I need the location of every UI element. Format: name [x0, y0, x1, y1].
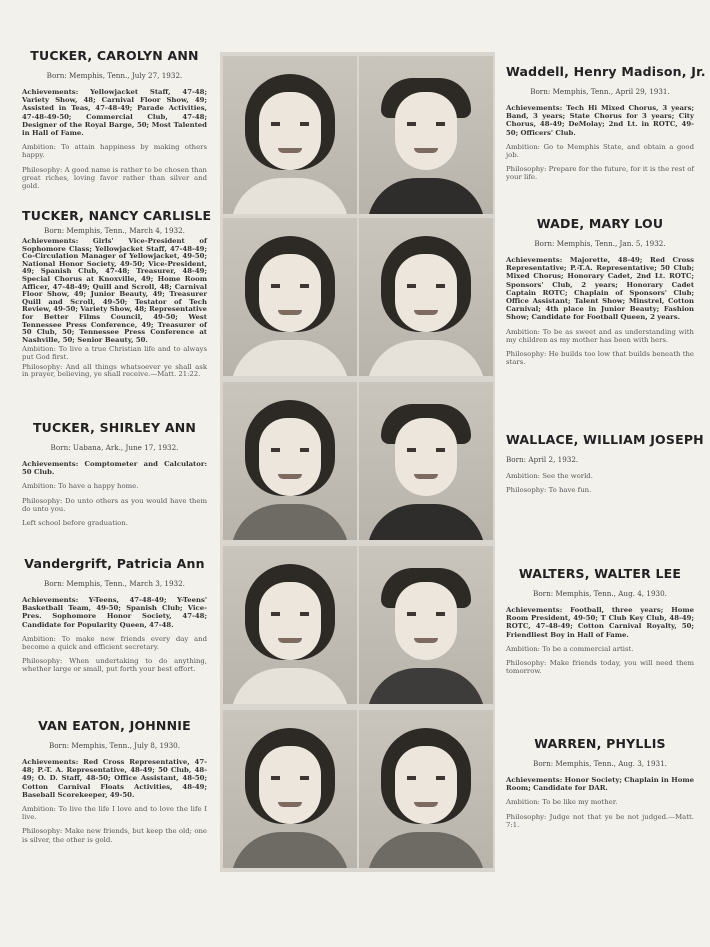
achievements: Achievements: Football, three years; Home Room President, 49-50; T Club Key Club, 48-49; ROTC, 47-48-49; Cotton Carnival Royalty, 50; Friendliest Boy in Hall of Fame.: [506, 606, 694, 639]
philosophy: Philosophy: Prepare for the future, for it is the rest of your life.: [506, 165, 694, 182]
student-name: WALLACE, WILLIAM JOSEPH: [506, 432, 704, 447]
portrait-wallace-william: [359, 382, 493, 540]
student-name: TUCKER, SHIRLEY ANN: [32, 420, 197, 435]
ambition: Ambition: See the world.: [506, 472, 593, 480]
senior-entry-van-eaton: [22, 718, 207, 850]
portrait-van-eaton-johnnie: [223, 710, 357, 868]
portrait-walters-walter: [359, 546, 493, 704]
senior-entry-waddell: [506, 64, 706, 188]
senior-entry-warren: [506, 736, 694, 835]
philosophy: Philosophy: When undertaking to do anything, whether large or small, put forth your best effort.: [22, 657, 207, 674]
philosophy: Philosophy: Do unto others as you would have them do unto you.: [22, 496, 207, 513]
student-name: Vandergrift, Patricia Ann: [24, 556, 205, 571]
philosophy: Philosophy: He builds too low that builds beneath the stars.: [506, 350, 694, 367]
student-name: TUCKER, CAROLYN ANN: [30, 48, 199, 63]
portrait-warren-phyllis: [359, 710, 493, 868]
birth-info: Born: Memphis, Tenn., July 27, 1932.: [46, 71, 183, 80]
portrait-wade-mary-lou: [359, 218, 493, 376]
ambition: Ambition: To have a happy home.: [22, 482, 139, 491]
photo-grid: [220, 52, 495, 872]
student-name: VAN EATON, JOHNNIE: [38, 718, 191, 733]
senior-entry-walters: [506, 566, 694, 681]
birth-info: Born: Memphis, Tenn., Aug. 3, 1931.: [533, 759, 667, 768]
achievements: Achievements: Majorette, 48-49; Red Cross Representative; P.-T.A. Representative; 50 Club; Mixed Chorus; Honorary Cadet, 2nd Lt. ROTC; Sponsors' Club, 2 years; Honorary Cadet Captain ROTC; Chaplain of Sponsors' Club; Office Assistant; Talent Show; Minstrel, Cotton Carnival; 4th place in Junior Beauty; Fashion Show; Candidate for Football Queen, 2 years.: [506, 256, 694, 322]
senior-entry-wade: [506, 216, 694, 372]
senior-entry-tucker-nancy: [22, 208, 212, 381]
student-name: WALTERS, WALTER LEE: [518, 566, 682, 581]
achievements: Achievements: Yellowjacket Staff, 47-48; Variety Show, 48; Carnival Floor Show, 49; Assisted in Teas, 47-48-49; Parade Activities, 47-48-49-50; Commercial Club, 47-48; Designer of the Royal Barge, 50; Most Talented in Hall of Fame.: [22, 88, 207, 138]
ambition: Ambition: To live the life I love and to love the life I live.: [22, 805, 207, 822]
senior-entry-wallace: [506, 432, 704, 500]
philosophy: Philosophy: Judge not that ye be not judged.—Matt. 7:1.: [506, 812, 694, 829]
birth-info: Born: Memphis, Tenn., July 8, 1930.: [48, 741, 181, 750]
achievements: Achievements: Girls' Vice-President of Sophomore Class; Yellowjacket Staff, 47-48-49; Co-Circulation Manager of Yellowjacket, 49-50; National Honor Society, 49-50; Vice-President, 49; Spanish Club, 47-48; Treasurer, 48-49; Special Chorus at Knoxville, 49; Home Room Afficer, 47-48-49; Quill and Scroll, 48; Carnival Floor Show, 49; Junior Beauty, 49; Treasurer Quill and Scroll, 49-50; Testator of Tech Review, 49-50; Variety Show, 48; Representative for Better Films Council, 49-50; West Tennessee Press Conference, 49; Treasurer of 50 Club, 50; Tennessee Press Conference at Nashville, 50; Senior Beauty, 50.: [22, 237, 207, 344]
portrait-vandergrift-patricia: [223, 546, 357, 704]
ambition: Ambition: To be a commercial artist.: [506, 644, 634, 653]
achievements: Achievements: Comptometer and Calculator: 50 Club.: [22, 460, 207, 477]
achievements: Achievements: Honor Society; Chaplain in Home Room; Candidate for DAR.: [506, 776, 694, 793]
achievements: Achievements: Y-Teens, 47-48-49; Y-Teens' Basketball Team, 49-50; Spanish Club; Vice-Pres. Sophomore Honor Society, 47-48; Candidate for Popularity Queen, 47-48.: [22, 596, 207, 629]
student-name: WARREN, PHYLLIS: [534, 736, 666, 751]
ambition: Ambition: Go to Memphis State, and obtain a good job.: [506, 142, 694, 160]
achievements: Achievements: Red Cross Representative, 47-48; P.-T. A. Representative, 48-49; 50 Club, 48-49; O. D. Staff, 48-50; Office Assistant, 48-50; Cotton Carnival Floats Activities, 48-49; Baseball Scorekeeper, 49-50.: [22, 758, 207, 799]
philosophy: Philosophy: Make friends today, you will need them tomorrow.: [506, 659, 694, 676]
birth-info: Born: Memphis, Tenn., April 29, 1931.: [530, 87, 670, 96]
ambition: Ambition: To attain happiness by making others happy.: [22, 143, 207, 160]
ambition: Ambition: To live a true Christian life and to always put God first.: [22, 345, 207, 361]
birth-info: Born: Uabana, Ark., June 17, 1932.: [50, 443, 179, 452]
senior-entry-vandergrift: [22, 556, 207, 680]
portrait-tucker-carolyn: [223, 56, 357, 214]
ambition: Ambition: To be like my mother.: [506, 798, 618, 807]
student-name: TUCKER, NANCY CARLISLE: [22, 208, 212, 223]
ambition: Ambition: To make new friends every day and become a quick and efficient secretary.: [22, 634, 207, 652]
philosophy: Philosophy: To have fun.: [506, 486, 592, 495]
ambition: Ambition: To be as sweet and as understanding with my children as my mother has been with hers.: [506, 327, 694, 344]
philosophy: Philosophy: Make new friends, but keep the old; one is silver, the other is gold.: [22, 827, 207, 844]
philosophy: Philosophy: And all things whatsoever ye shall ask in prayer, believing, ye shall receive.—Matt. 21:22.: [22, 362, 207, 379]
senior-entry-tucker-shirley: [22, 420, 207, 533]
birth-info: Born: Memphis, Tenn., March 3, 1932.: [44, 579, 185, 588]
portrait-waddell-henry: [359, 56, 493, 214]
birth-info: Born: Memphis, Tenn., Jan. 5, 1932.: [534, 239, 666, 248]
birth-info: Born: Memphis, Tenn., Aug. 4, 1930.: [533, 589, 667, 598]
student-name: Waddell, Henry Madison, Jr.: [506, 64, 706, 79]
senior-entry-tucker-carolyn: [22, 48, 207, 196]
portrait-tucker-shirley: [223, 382, 357, 540]
portrait-tucker-nancy: [223, 218, 357, 376]
achievements: Achievements: Tech Hi Mixed Chorus, 3 years; Band, 3 years; State Chorus for 3 years; City Chorus, 48-49; DeMolay; 2nd Lt. in ROTC, 49-50; Officers' Club.: [506, 104, 694, 137]
birth-info: Born: April 2, 1932.: [506, 455, 579, 464]
philosophy: Philosophy: A good name is rather to be chosen than great riches, loving favor rather than silver and gold.: [22, 165, 207, 191]
student-name: WADE, MARY LOU: [536, 216, 664, 231]
note: Left school before graduation.: [22, 519, 128, 528]
birth-info: Born: Memphis, Tenn., March 4, 1932.: [44, 226, 185, 235]
